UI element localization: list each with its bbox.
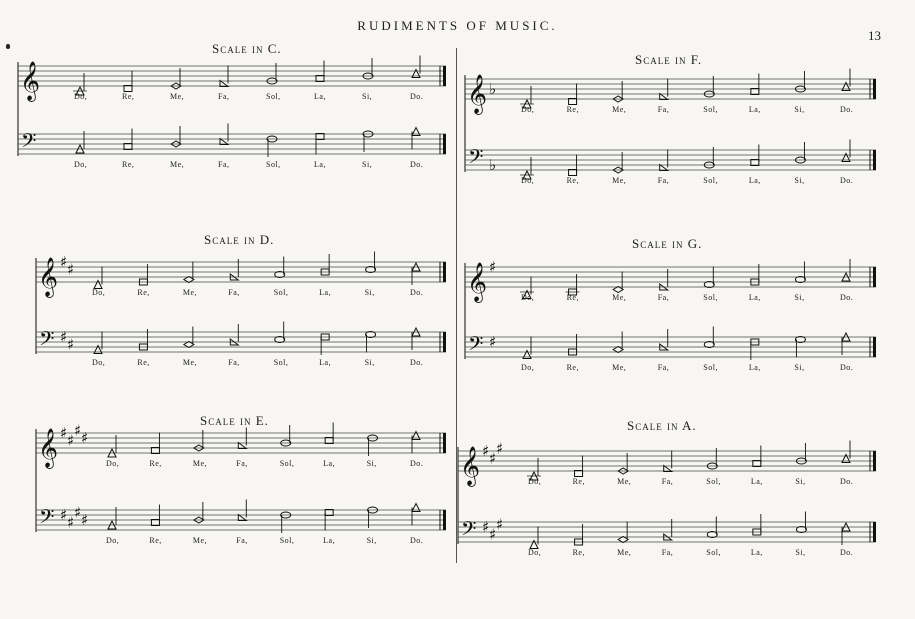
solfege-label: Re, [122,92,135,101]
solfege-label: Me, [192,536,208,545]
solfege-label: Do. [840,105,854,114]
solfege-label: La, [323,459,336,468]
solfege-label: La, [748,176,761,185]
sharp-icon: ♯ [489,333,497,351]
flat-icon: ♭ [489,80,497,98]
solfege-label: Si, [795,548,806,557]
solfege-label: Fa, [661,477,674,486]
solfege-label: Fa, [657,363,670,372]
solfege-label: Re, [566,105,579,114]
sharp-icon: ♯ [489,258,497,276]
solfege-label: Si, [794,363,805,372]
solfege-label: Do, [92,358,106,367]
sharp-icon: ♯ [67,335,75,354]
treble-clef-icon: 𝄞 [20,61,41,101]
solfege-label: Sol, [279,536,295,545]
solfege-label: Re, [137,358,150,367]
final-bar [443,134,446,154]
solfege-label: Si, [795,477,806,486]
sharp-icon: ♯ [67,260,75,279]
solfege-label: Do. [840,477,854,486]
solfege-label: Me, [612,105,627,114]
solfege-label: La, [748,363,761,372]
solfege-label: Do. [410,358,424,367]
final-bar [443,262,446,282]
solfege-label: Si, [794,293,805,302]
solfege-label: Do. [840,363,854,372]
solfege-label: La, [314,92,326,101]
final-bar [443,66,446,86]
solfege-label: Re, [137,288,150,297]
solfege-label: Fa, [228,288,240,297]
solfege-label: Do, [106,536,120,545]
sharp-icon: ♯ [67,513,75,532]
final-bar [873,150,876,170]
sharp-icon: ♯ [74,421,82,440]
solfege-label: Do. [840,293,854,302]
solfege-label: Do. [410,536,424,545]
solfege-label: Sol, [279,459,295,468]
solfege-label: Do, [521,105,535,114]
treble-clef-icon: 𝄞 [467,262,488,302]
sharp-icon: ♯ [489,525,497,544]
sharp-icon: ♯ [60,424,68,442]
solfege-label: Sol, [703,105,718,114]
page-title: RUDIMENTS OF MUSIC. [357,18,558,33]
solfege-label: Re, [149,536,162,545]
solfege-label: La, [323,536,336,545]
bass-clef-icon: 𝄢 [39,505,55,533]
solfege-label: La, [319,358,332,367]
treble-clef-icon: 𝄞 [38,257,59,297]
scale-title: Scale in G. [632,236,703,251]
sharp-icon: ♯ [67,431,75,450]
final-bar [443,332,446,352]
sharp-icon: ♯ [489,449,497,468]
solfege-label: Sol, [273,288,289,297]
solfege-label: Sol, [706,477,721,486]
solfege-label: Re, [122,160,135,169]
solfege-label: Sol, [703,176,718,185]
solfege-label: Me, [192,459,208,468]
solfege-label: Si, [362,92,373,101]
scale-title: Scale in C. [212,41,282,56]
solfege-label: Do. [410,288,424,297]
solfege-label: Sol, [703,363,718,372]
solfege-label: Si, [364,358,375,367]
solfege-label: Me, [170,160,185,169]
bass-clef-icon: 𝄢 [468,332,484,360]
solfege-label: La, [750,548,763,557]
solfege-label: Do, [528,477,542,486]
solfege-label: Me, [612,176,627,185]
solfege-label: Me, [170,92,185,101]
solfege-label: Fa, [218,92,230,101]
solfege-label: Fa, [236,536,248,545]
solfege-label: Do, [74,92,88,101]
solfege-label: Si, [794,105,805,114]
solfege-label: Fa, [661,548,674,557]
solfege-label: Sol, [273,358,289,367]
solfege-label: Me, [612,363,627,372]
solfege-label: La, [319,288,332,297]
scale-title: Scale in F. [635,52,703,67]
final-bar [873,451,876,471]
solfege-label: Do, [106,459,120,468]
treble-clef-icon: 𝄞 [460,446,481,486]
treble-clef-icon: 𝄞 [467,74,488,114]
final-bar [873,337,876,357]
solfege-label: Do, [528,548,542,557]
bass-clef-icon: 𝄢 [468,145,484,173]
solfege-label: Re, [566,293,579,302]
solfege-label: Do, [92,288,106,297]
flat-icon: ♭ [489,156,497,174]
bass-clef-icon: 𝄢 [461,517,477,545]
solfege-label: Sol, [703,293,718,302]
solfege-label: Fa, [657,176,670,185]
final-bar [443,510,446,530]
solfege-label: Re, [566,363,579,372]
scale-title: Scale in A. [627,418,697,433]
final-bar [873,79,876,99]
solfege-label: Me, [612,293,627,302]
solfege-label: Si, [366,536,377,545]
solfege-label: Sol, [266,160,281,169]
solfege-label: Me, [182,288,198,297]
page-number: 13 [868,28,881,43]
solfege-label: Sol, [266,92,281,101]
solfege-label: Do, [74,160,88,169]
solfege-label: Do. [840,176,854,185]
bass-clef-icon: 𝄢 [39,327,55,355]
sharp-icon: ♯ [60,328,68,346]
sharp-icon: ♯ [60,506,68,524]
solfege-label: Re, [566,176,579,185]
solfege-label: Si, [362,160,373,169]
solfege-label: Si, [794,176,805,185]
sharp-icon: ♯ [482,442,490,460]
solfege-label: Fa, [218,160,230,169]
final-bar [873,522,876,542]
solfege-label: Do, [521,363,535,372]
solfege-label: Si, [366,459,377,468]
solfege-label: Do. [410,92,424,101]
bass-clef-icon: 𝄢 [21,129,37,157]
solfege-label: La, [314,160,326,169]
solfege-label: Me, [617,548,632,557]
solfege-label: Si, [364,288,375,297]
solfege-label: Do, [521,293,535,302]
sharp-icon: ♯ [74,503,82,522]
solfege-label: Sol, [706,548,721,557]
solfege-label: Do. [840,548,854,557]
solfege-label: Me, [617,477,632,486]
scale-title: Scale in D. [204,232,275,247]
solfege-label: Fa, [228,358,240,367]
solfege-label: La, [748,105,761,114]
solfege-label: Fa, [657,293,670,302]
final-bar [443,433,446,453]
solfege-label: Re, [572,548,585,557]
solfege-label: Do. [410,459,424,468]
solfege-label: Fa, [236,459,248,468]
solfege-label: Re, [572,477,585,486]
scale-title: Scale in E. [200,413,269,428]
solfege-label: Me, [182,358,198,367]
sharp-icon: ♯ [496,515,504,534]
solfege-label: Do. [410,160,424,169]
sharp-icon: ♯ [496,439,504,458]
final-bar [873,267,876,287]
sharp-icon: ♯ [81,511,89,529]
solfege-label: Fa, [657,105,670,114]
treble-clef-icon: 𝄞 [38,428,59,468]
solfege-label: La, [750,477,763,486]
sharp-icon: ♯ [60,253,68,271]
sharp-icon: ♯ [81,429,89,447]
solfege-label: Re, [149,459,162,468]
solfege-label: Do, [521,176,535,185]
sharp-icon: ♯ [482,518,490,536]
solfege-label: La, [748,293,761,302]
